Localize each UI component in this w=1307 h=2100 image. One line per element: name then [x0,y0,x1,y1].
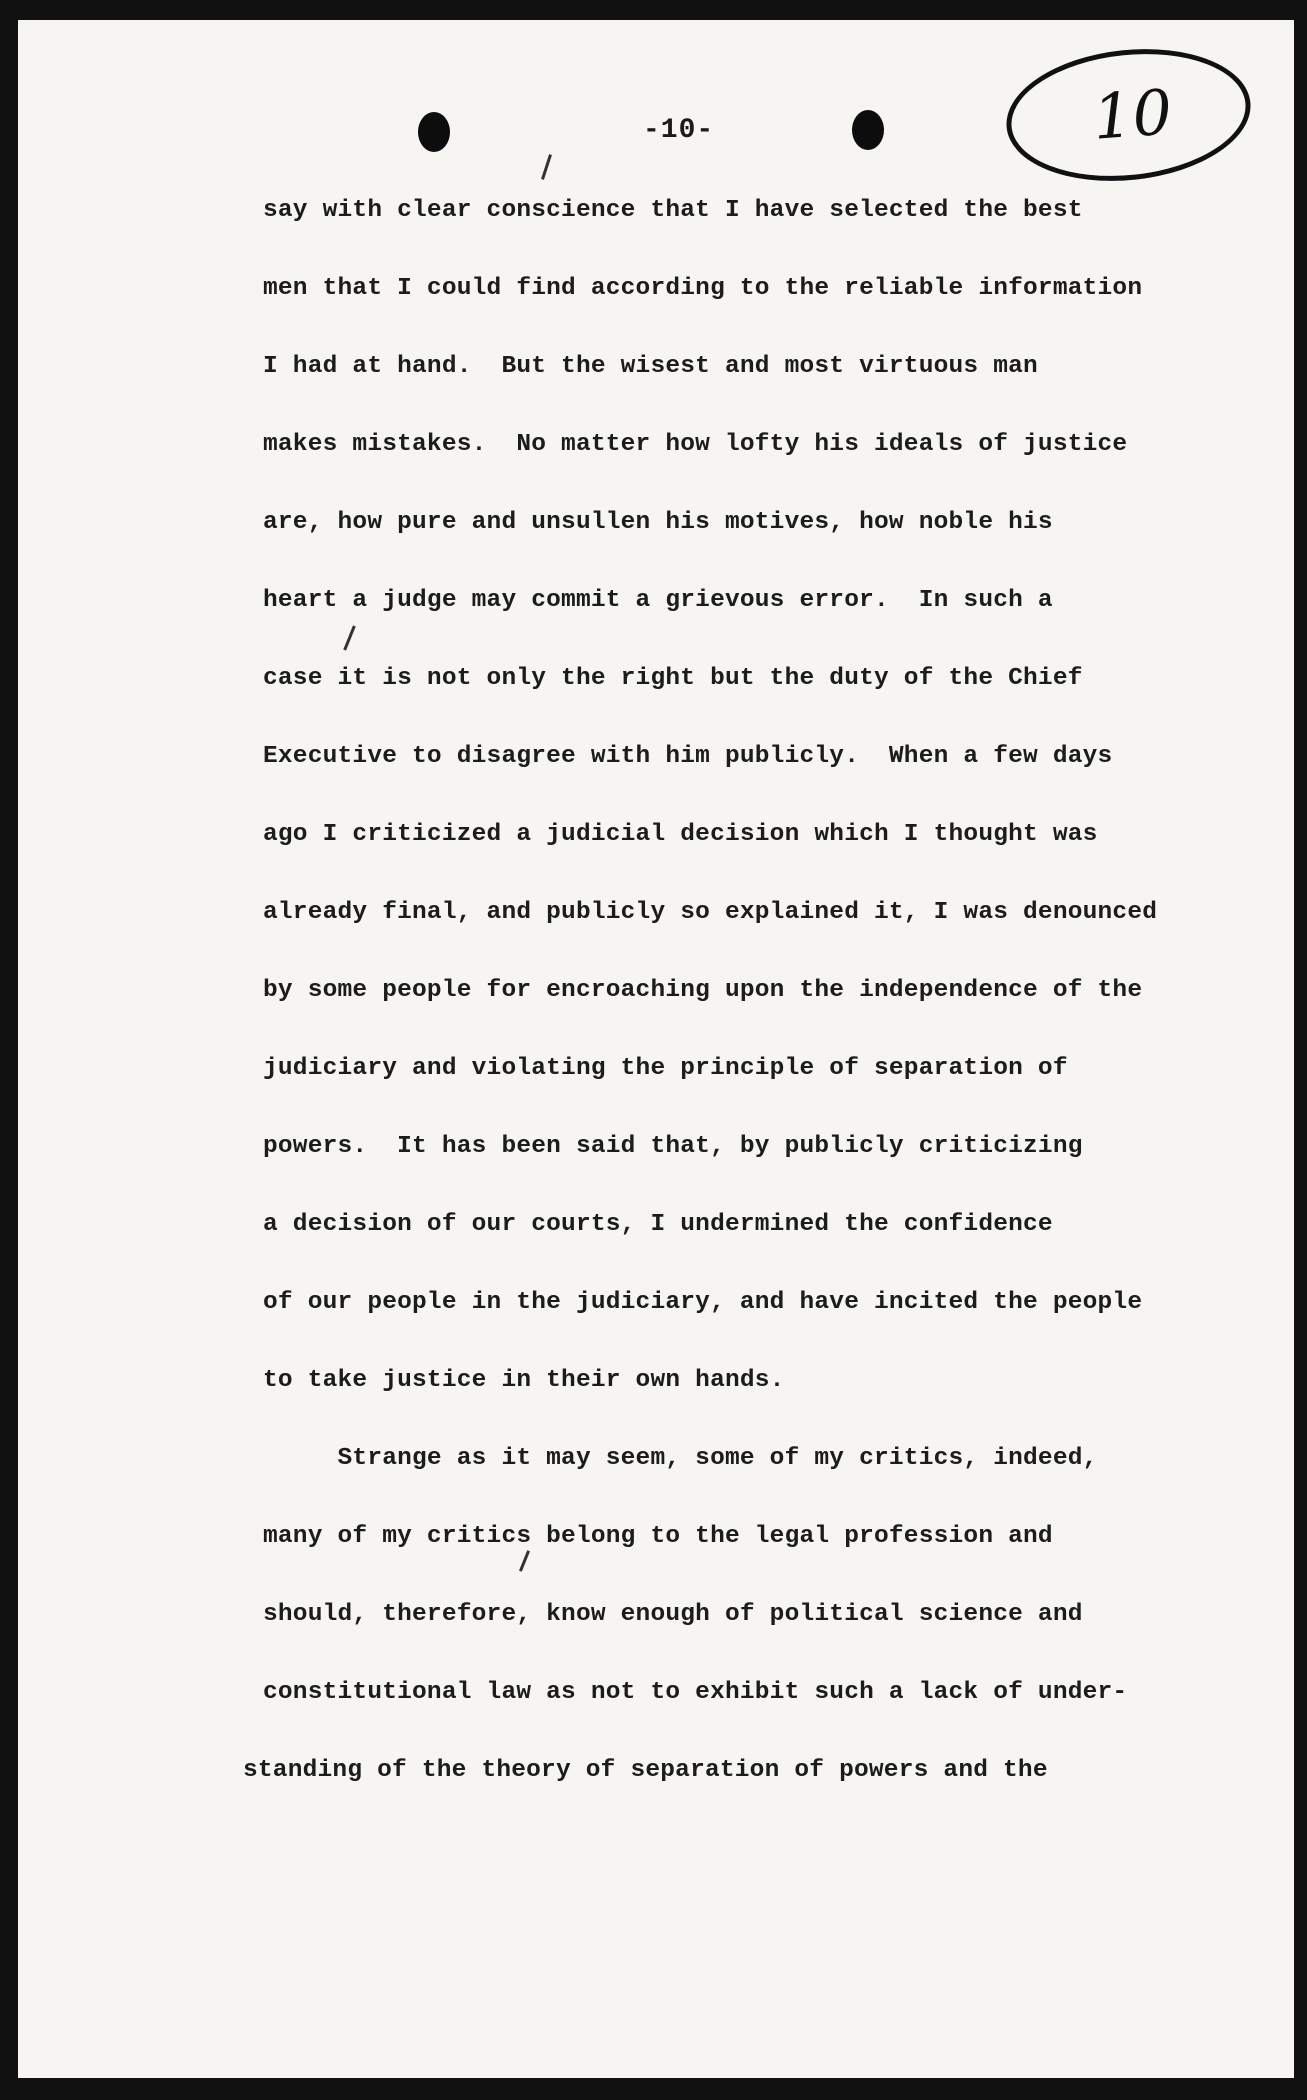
page-number: -10- [643,115,715,146]
body-line-19: should, therefore, know enough of political science and [263,1601,1083,1628]
body-line-14: a decision of our courts, I undermined the confidence [263,1211,1053,1238]
body-line-13: powers. It has been said that, by publicly criticizing [263,1133,1083,1160]
body-line-2: men that I could find according to the reliable information [263,275,1143,302]
punch-hole-right [852,110,884,150]
body-line-5: are, how pure and unsullen his motives, how noble his [263,509,1053,536]
body-line-9: ago I criticized a judicial decision which I thought was [263,821,1098,848]
pencil-tick-mark [541,154,552,180]
body-line-21: standing of the theory of separation of powers and the [243,1757,1048,1784]
document-page [18,20,1294,2078]
body-line-17: Strange as it may seem, some of my critics, indeed, [263,1445,1098,1472]
body-line-16: to take justice in their own hands. [263,1367,785,1394]
body-line-18: many of my critics belong to the legal profession and [263,1523,1053,1550]
punch-hole-left [418,112,450,152]
body-line-15: of our people in the judiciary, and have incited the people [263,1289,1143,1316]
pencil-comma-mark-2 [519,1550,530,1572]
body-line-3: I had at hand. But the wisest and most virtuous man [263,353,1038,380]
body-line-12: judiciary and violating the principle of separation of [263,1055,1068,1082]
body-line-7: case it is not only the right but the duty of the Chief [263,665,1083,692]
body-line-11: by some people for encroaching upon the independence of the [263,977,1143,1004]
body-line-10: already final, and publicly so explained it, I was denounced [263,899,1158,926]
body-line-6: heart a judge may commit a grievous error. In such a [263,587,1053,614]
body-line-8: Executive to disagree with him publicly. When a few days [263,743,1113,770]
body-line-20: constitutional law as not to exhibit such a lack of under- [263,1679,1128,1706]
body-line-1: say with clear conscience that I have selected the best [263,197,1083,224]
body-line-4: makes mistakes. No matter how lofty his ideals of justice [263,431,1128,458]
handwritten-folio-number: 10 [1090,75,1175,154]
pencil-comma-mark [343,625,356,650]
